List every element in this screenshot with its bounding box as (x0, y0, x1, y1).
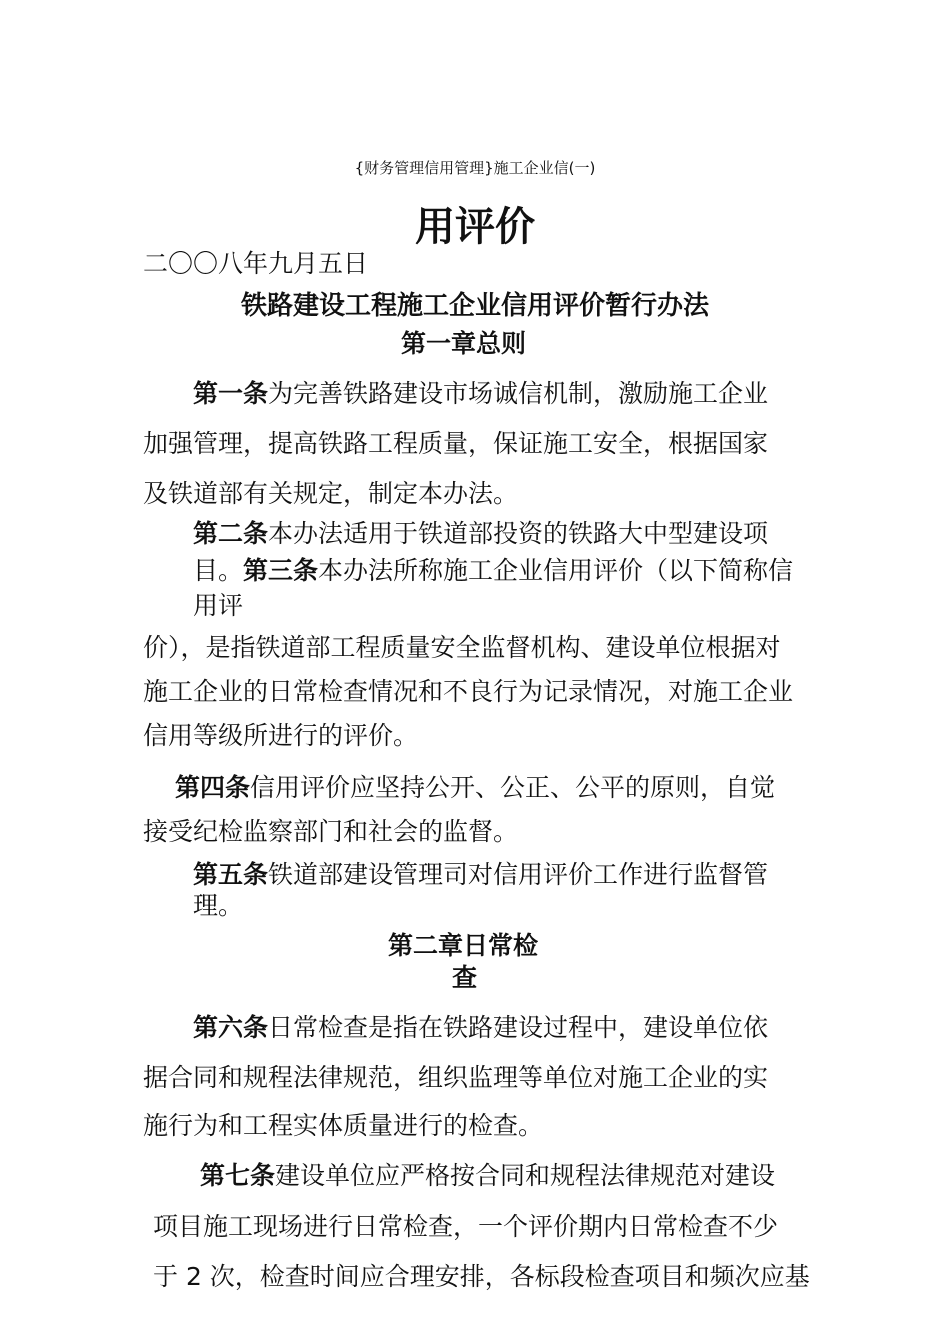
article-3-label: 第三条 (243, 556, 319, 585)
article-1-line-1: 第一条为完善铁路建设市场诚信机制，激励施工企业 (193, 379, 769, 408)
article-3-line-5: 信用等级所进行的评价。 (143, 721, 419, 750)
article-6-label: 第六条 (193, 1013, 269, 1042)
chapter-2-heading-line-1: 第二章日常检 (388, 931, 539, 960)
article-1-label: 第一条 (193, 379, 269, 408)
article-1-line-3: 及铁道部有关规定，制定本办法。 (143, 479, 519, 508)
article-4-label: 第四条 (175, 773, 251, 802)
article-6-line-3: 施行为和工程实体质量进行的检查。 (143, 1111, 544, 1140)
doc-subtitle: {财务管理信用管理}施工企业信(一) (354, 159, 596, 177)
article-7-line-1: 第七条建设单位应严格按合同和规程法律规范对建设 (200, 1161, 776, 1190)
article-7-line-3: 于 2 次，检查时间应合理安排，各标段检查项目和频次应基 (153, 1262, 810, 1291)
doc-heading: 用评价 (415, 204, 535, 250)
article-6-line-2: 据合同和规程法律规范，组织监理等单位对施工企业的实 (143, 1063, 769, 1092)
article-4-line-2: 接受纪检监察部门和社会的监督。 (143, 817, 519, 846)
doc-title: 铁路建设工程施工企业信用评价暂行办法 (240, 291, 709, 321)
article-5-line-2: 理。 (193, 891, 244, 920)
article-3-line-2: 用评 (193, 591, 244, 620)
chapter-1-heading: 第一章总则 (401, 329, 527, 358)
article-2-label: 第二条 (193, 519, 269, 548)
article-4-line-1: 第四条信用评价应坚持公开、公正、公平的原则，自觉 (175, 773, 776, 802)
article-2-line-1: 第二条本办法适用于铁道部投资的铁路大中型建设项 (193, 519, 769, 548)
article-3-line-3: 价），是指铁道部工程质量安全监督机构、建设单位根据对 (143, 633, 781, 662)
chapter-2-heading-line-2: 查 (452, 963, 478, 992)
doc-date: 二〇〇八年九月五日 (143, 249, 369, 278)
article-2-3-line: 目。第三条本办法所称施工企业信用评价（以下简称信 (193, 556, 794, 585)
article-1-line-2: 加强管理，提高铁路工程质量，保证施工安全，根据国家 (143, 429, 769, 458)
article-5-line-1: 第五条铁道部建设管理司对信用评价工作进行监督管 (193, 860, 769, 889)
article-7-line-2: 项目施工现场进行日常检查，一个评价期内日常检查不少 (153, 1212, 779, 1241)
article-3-line-4: 施工企业的日常检查情况和不良行为记录情况，对施工企业 (143, 677, 794, 706)
article-7-label: 第七条 (200, 1161, 276, 1190)
article-5-label: 第五条 (193, 860, 269, 889)
article-6-line-1: 第六条日常检查是指在铁路建设过程中，建设单位依 (193, 1013, 769, 1042)
